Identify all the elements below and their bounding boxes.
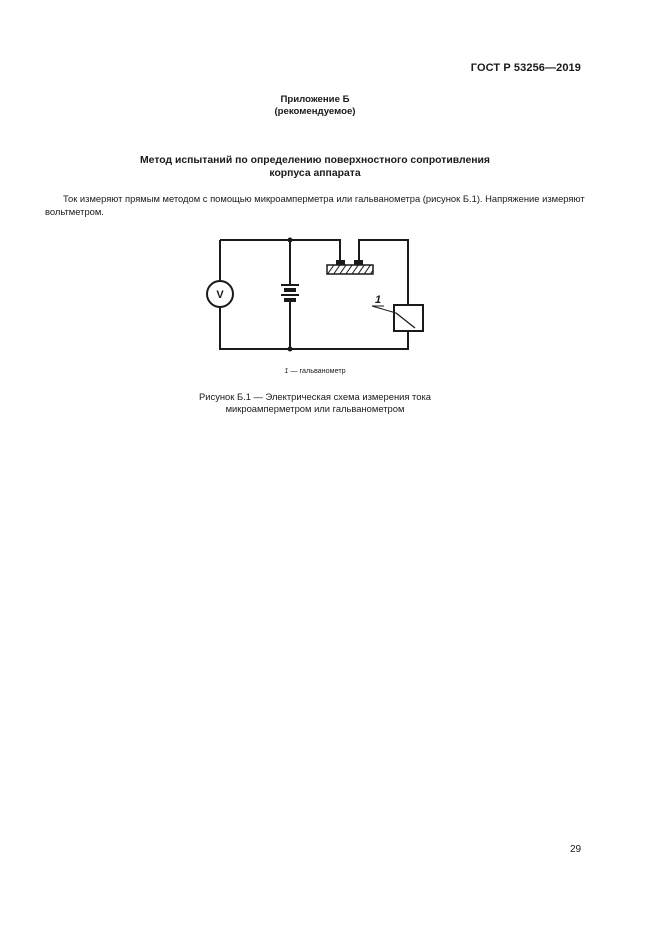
standard-number: ГОСТ Р 53256—2019 xyxy=(470,62,581,74)
legend-number: 1 xyxy=(284,366,289,375)
power-source-symbol xyxy=(281,284,299,302)
figure-caption-line-1: Рисунок Б.1 — Электрическая схема измерения тока xyxy=(199,391,431,402)
figure-caption-line-2: микроамперметром или гальванометром xyxy=(225,403,405,414)
appendix-title: Приложение Б xyxy=(280,94,350,105)
section-heading xyxy=(0,154,630,180)
junction-dot-bottom xyxy=(288,347,293,352)
page-number: 29 xyxy=(570,844,582,855)
circuit-diagram xyxy=(200,230,440,360)
callout-number: 1 xyxy=(374,294,382,306)
figure-legend xyxy=(0,366,630,375)
voltmeter-label: V xyxy=(216,289,224,301)
appendix-heading xyxy=(0,94,630,118)
appendix-subtitle: (рекомендуемое) xyxy=(274,106,356,117)
galvanometer-box xyxy=(394,305,423,331)
test-sample xyxy=(327,265,373,274)
figure-caption xyxy=(0,391,630,415)
legend-text: — гальванометр xyxy=(288,366,346,375)
callout-leader xyxy=(372,306,396,313)
section-title-line-2: корпуса аппарата xyxy=(269,168,361,179)
body-paragraph: Ток измеряют прямым методом с помощью микроамперметра или гальванометра (рисунок Б.1). Напряжение измеряют вольтметром. xyxy=(45,193,585,217)
section-title-line-1: Метод испытаний по определению поверхностного сопротивления xyxy=(140,155,490,166)
junction-dot-top xyxy=(288,238,293,243)
